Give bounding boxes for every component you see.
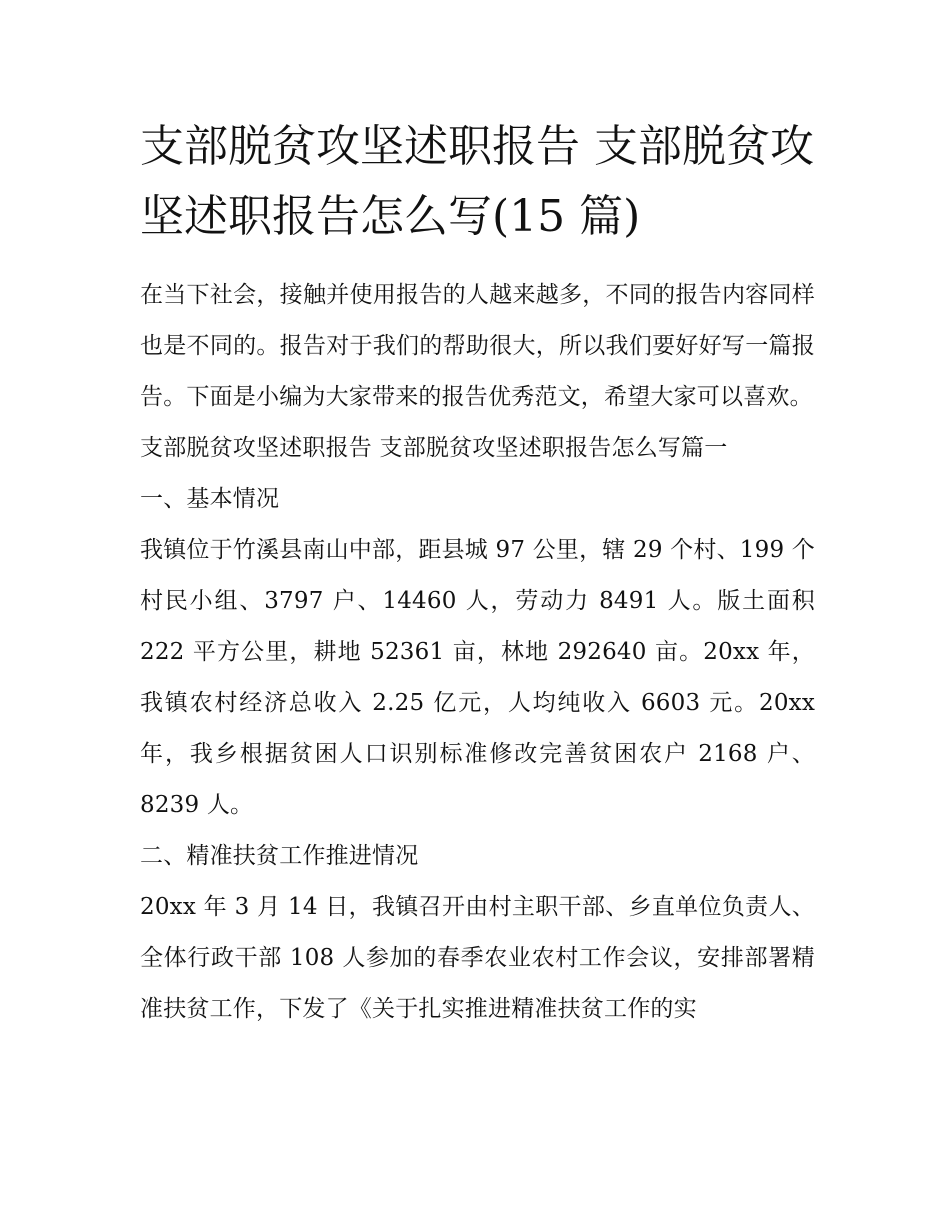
section-heading-part-one: 支部脱贫攻坚述职报告 支部脱贫攻坚述职报告怎么写篇一 bbox=[140, 435, 728, 461]
intro-paragraph: 在当下社会，接触并使用报告的人越来越多，不同的报告内容同样也是不同的。报告对于我们的帮助很大，所以我们要好好写一篇报告。下面是小编为大家带来的报告优秀范文，希望大家可以喜欢。 bbox=[140, 282, 815, 410]
document-body bbox=[140, 112, 815, 1035]
poverty-progress-paragraph: 20xx 年 3 月 14 日，我镇召开由村主职干部、乡直单位负责人、全体行政干部 108 人参加的春季农业农村工作会议，安排部署精准扶贫工作，下发了《关于扎实推进精准扶贫工作的实 bbox=[140, 894, 815, 1022]
basic-situation-paragraph: 我镇位于竹溪县南山中部，距县城 97 公里，辖 29 个村、199 个村民小组、3797 户、14460 人，劳动力 8491 人。版土面积 222 平方公里，耕地 52361 亩，林地 292640 亩。20xx 年，我镇农村经济总收入 2.25 亿元，人均纯收入 6603 元。20xx 年，我乡根据贫困人口识别标准修改完善贫困农户 2168 户、8239 人。 bbox=[140, 537, 815, 818]
document-title: 支部脱贫攻坚述职报告 支部脱贫攻坚述职报告怎么写(15 篇) bbox=[140, 121, 814, 242]
subheading-poverty-progress: 二、精准扶贫工作推进情况 bbox=[140, 843, 419, 869]
subheading-basic-situation: 一、基本情况 bbox=[140, 486, 280, 512]
